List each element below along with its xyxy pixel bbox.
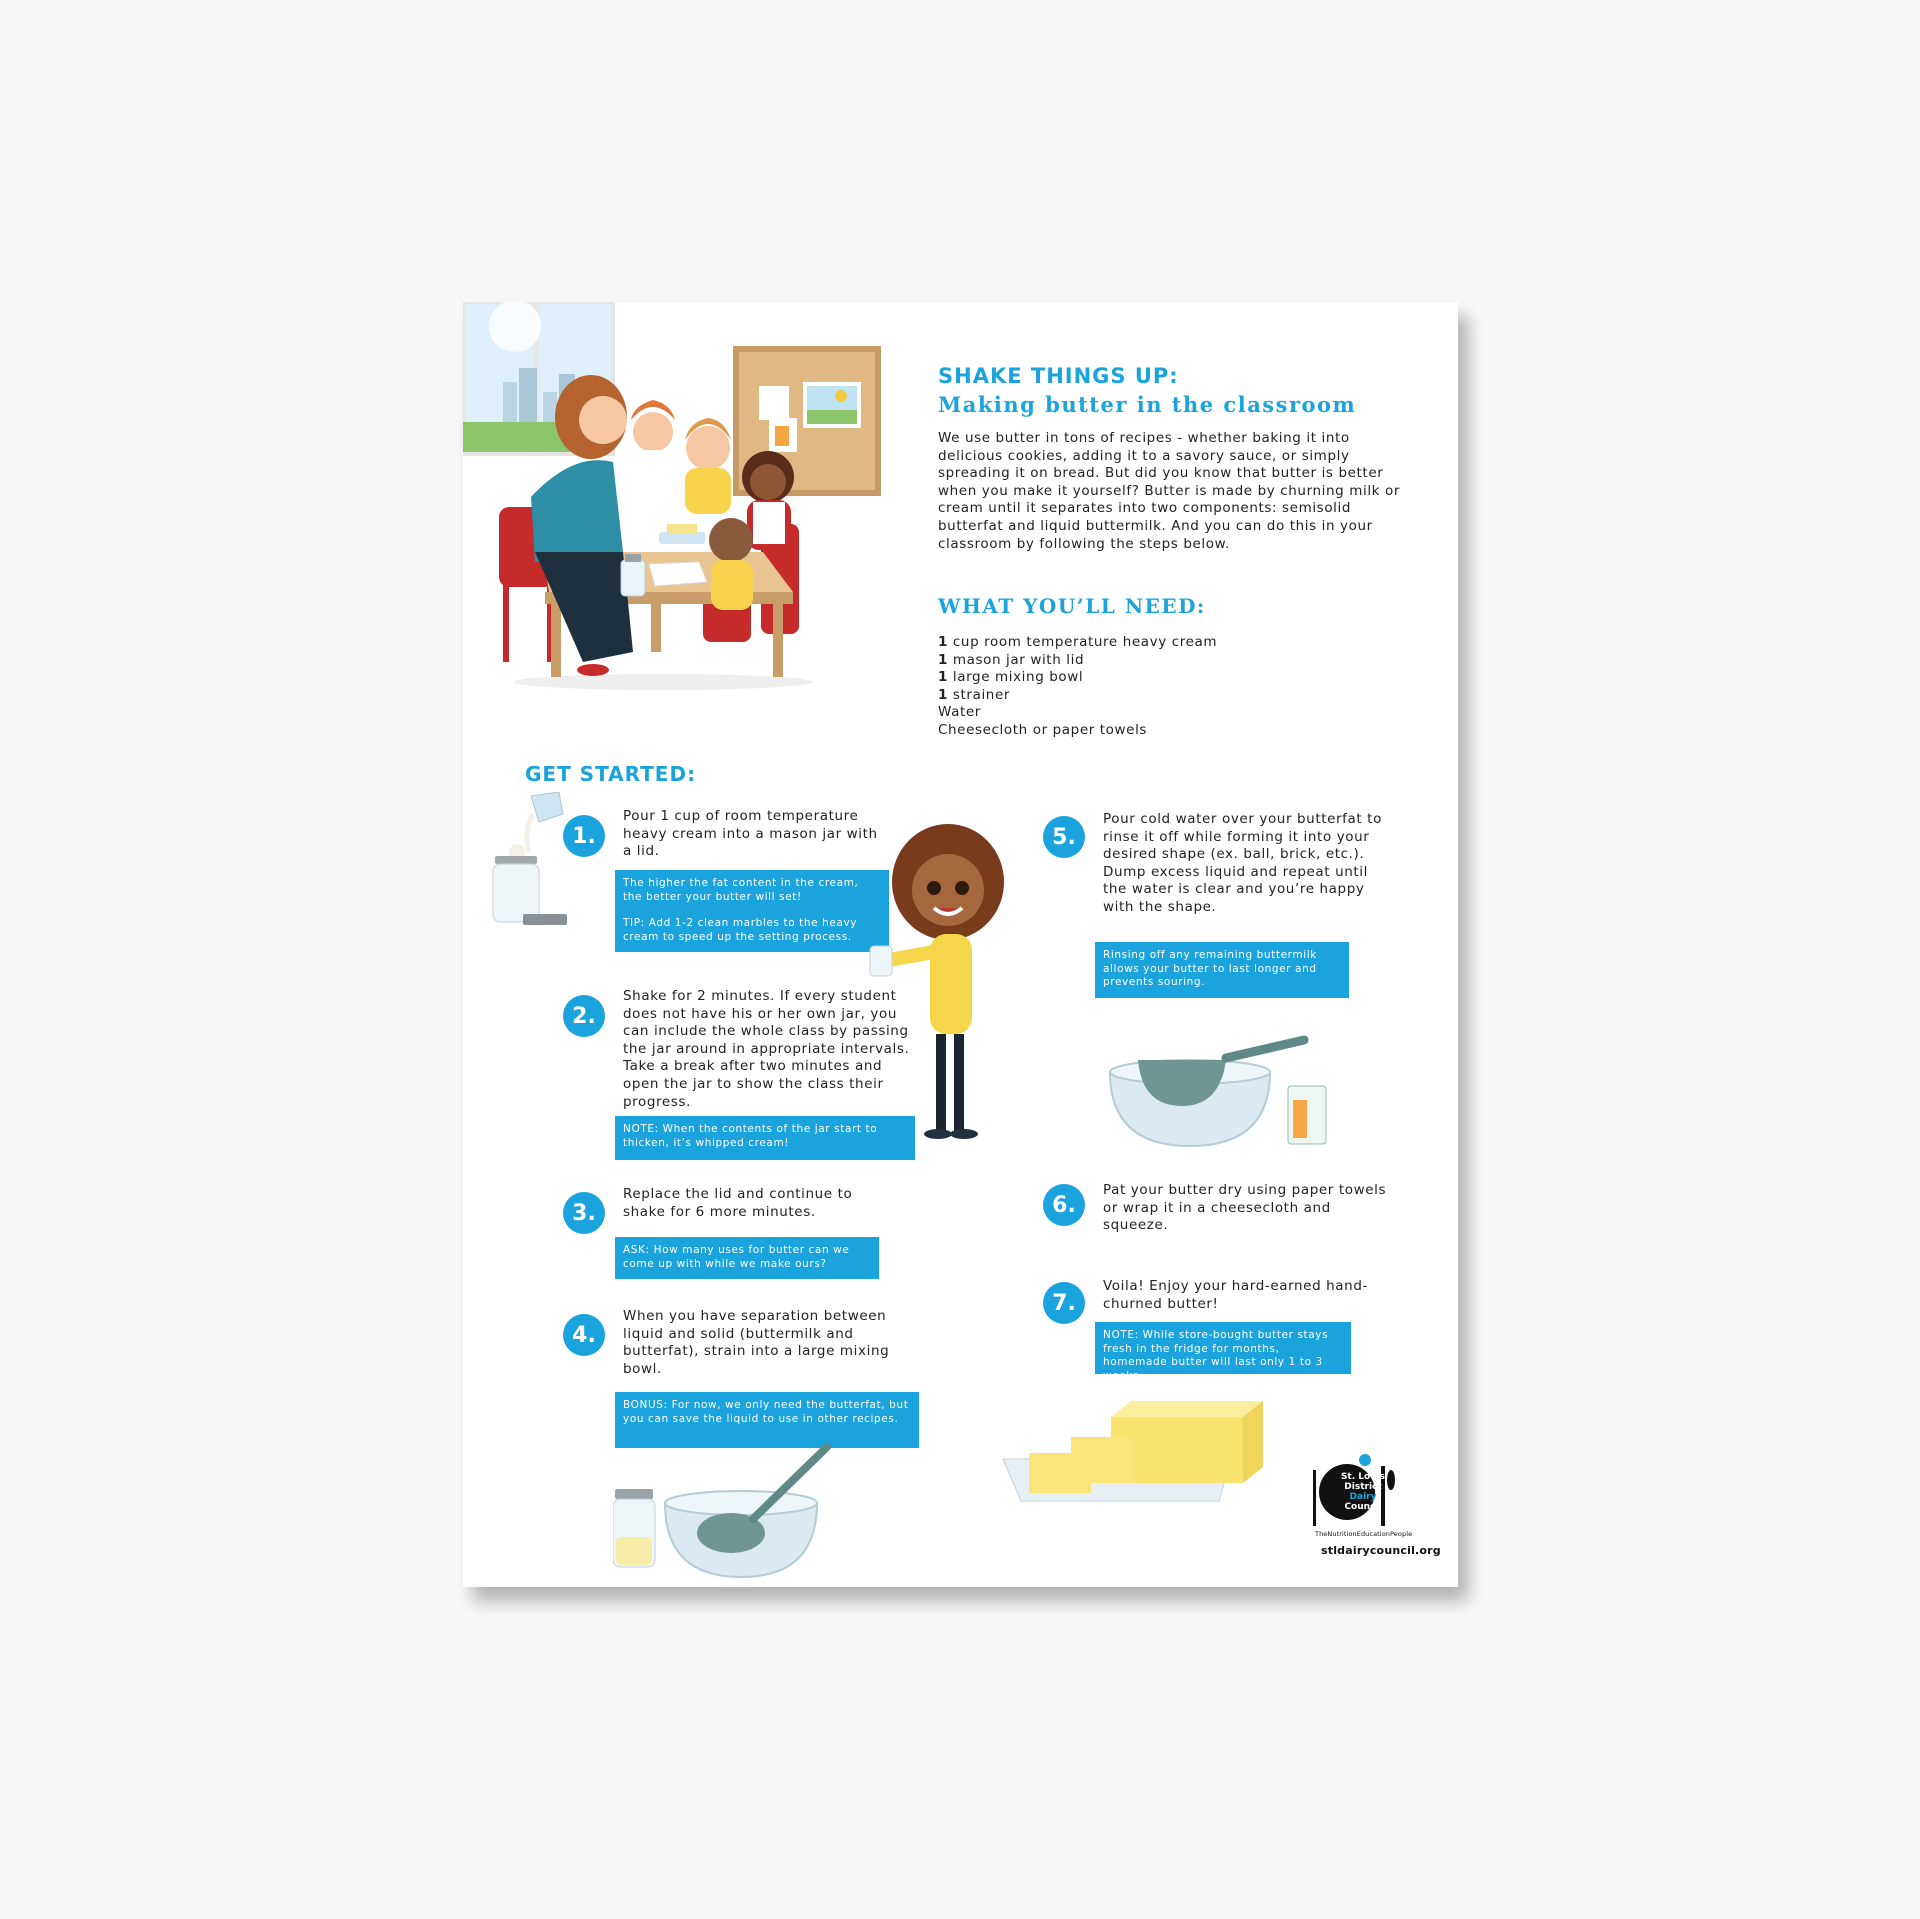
step-5-number: 5.: [1043, 816, 1085, 858]
step-3-number: 3.: [563, 1192, 605, 1234]
step-1-number: 1.: [563, 815, 605, 857]
needs-list: [938, 634, 1217, 740]
pitcher-and-jar-illustration: [487, 792, 577, 927]
step-5-note: Rinsing off any remaining buttermilk allows your butter to last longer and prevents souring.: [1095, 942, 1349, 998]
needs-item: Cheesecloth or paper towels: [938, 721, 1148, 738]
step-5-text: Pour cold water over your butterfat to rinse it off while forming it into your desired shape (ex. ball, brick, etc.). Dump excess liquid and repeat until the water is clear and you’re happy with the shape.: [1103, 811, 1382, 915]
step-1-note: The higher the fat content in the cream, the better your butter will set! TIP: Add 1-2 clean marbles to the heavy cream to speed up the setting process.: [615, 870, 889, 952]
step-7-text: Voila! Enjoy your hard-earned hand-churned butter!: [1103, 1278, 1368, 1312]
logo-tagline: TheNutritionEducationPeople: [1315, 1530, 1413, 1538]
step-3-note: ASK: How many uses for butter can we come up with while we make ours?: [615, 1237, 879, 1279]
page-title: SHAKE THINGS UP:: [938, 364, 1179, 388]
step-1-text: Pour 1 cup of room temperature heavy cream into a mason jar with a lid.: [623, 808, 878, 860]
needs-item: 1 strainer: [938, 686, 1011, 703]
step-3-text: Replace the lid and continue to shake for 6 more minutes.: [623, 1186, 853, 1220]
step-2-text: Shake for 2 minutes. If every student does not have his or her own jar, you can include the whole class by passing the jar around in appropriate intervals. Take a break after two minutes and open the jar to show the class their progress.: [623, 988, 910, 1110]
page-subtitle: Making butter in the classroom: [938, 392, 1357, 417]
butter-dish-illustration: [1001, 1397, 1301, 1537]
needs-item: 1 mason jar with lid: [938, 651, 1085, 668]
steps-heading: GET STARTED:: [525, 762, 697, 786]
needs-item: 1 cup room temperature heavy cream: [938, 634, 1218, 650]
step-7-note: NOTE: While store-bought butter stays fresh in the fridge for months, homemade butter will last only 1 to 3 weeks.: [1095, 1322, 1351, 1374]
step-6-text: Pat your butter dry using paper towels or wrap it in a cheesecloth and squeeze.: [1103, 1182, 1387, 1234]
step-2-note: NOTE: When the contents of the jar start to thicken, it’s whipped cream!: [615, 1116, 915, 1160]
needs-item: 1 large mixing bowl: [938, 669, 1084, 686]
handout-page: [463, 302, 1458, 1587]
step-4-text: When you have separation between liquid and solid (buttermilk and butterfat), strain into a large mixing bowl.: [623, 1308, 890, 1377]
step-4-note: BONUS: For now, we only need the butterfat, but you can save the liquid to use in other recipes.: [615, 1392, 919, 1448]
step-2-number: 2.: [563, 995, 605, 1037]
step-7-number: 7.: [1043, 1282, 1085, 1324]
website-url: stldairycouncil.org: [1321, 1544, 1441, 1557]
intro-paragraph: We use butter in tons of recipes - whether baking it into delicious cookies, adding it to a savory sauce, or simply spreading it on bread. But did you know that butter is better when you make it yourself? Butter is made by churning milk or cream until it separates into two components: semisolid butterfat and liquid buttermilk. And you can do this in your classroom by following the steps below.: [938, 430, 1401, 552]
girl-with-jar-illustration: [868, 822, 1018, 1152]
needs-heading: WHAT YOU’LL NEED:: [938, 594, 1206, 618]
needs-item: Water: [938, 704, 981, 721]
step-4-number: 4.: [563, 1314, 605, 1356]
classroom-illustration: [463, 302, 883, 712]
logo-name: St. Louis District Dairy Council: [1340, 1472, 1386, 1512]
strainer-bowl-cup-illustration: [1108, 1026, 1348, 1151]
step-6-number: 6.: [1043, 1184, 1085, 1226]
bowl-and-strainer-illustration: [613, 1437, 863, 1587]
